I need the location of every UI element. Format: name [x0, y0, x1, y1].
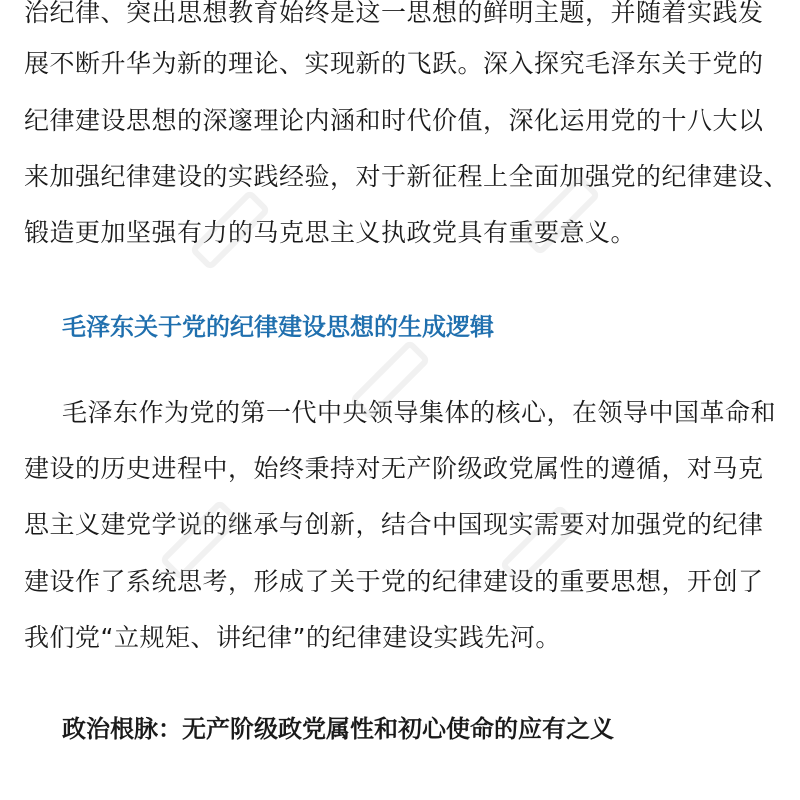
sub-heading: 政治根脉：无产阶级政党属性和初心使命的应有之义: [62, 715, 614, 743]
intro-line-2: 展不断升华为新的理论、实现新的飞跃。深入探究毛泽东关于党的: [24, 49, 764, 78]
body-line-4: 建设作了系统思考，形成了关于党的纪律建设的重要思想，开创了: [24, 567, 764, 596]
intro-line-5: 锻造更加坚强有力的马克思主义执政党具有重要意义。: [24, 218, 637, 247]
body-line-2: 建设的历史进程中，始终秉持对无产阶级政党属性的遵循，对马克: [24, 454, 764, 483]
intro-line-1: 治纪律、突出思想教育始终是这一思想的鲜明主题，并随着实践发: [24, 0, 764, 27]
body-line-1: 毛泽东作为党的第一代中央领导集体的核心，在领导中国革命和: [62, 398, 777, 427]
intro-line-3: 纪律建设思想的深邃理论内涵和时代价值，深化运用党的十八大以: [24, 106, 764, 135]
body-line-3: 思主义建党学说的继承与创新，结合中国现实需要对加强党的纪律: [24, 510, 764, 539]
intro-line-4: 来加强纪律建设的实践经验，对于新征程上全面加强党的纪律建设、: [24, 162, 790, 191]
section-heading: 毛泽东关于党的纪律建设思想的生成逻辑: [62, 313, 494, 341]
body-line-5: 我们党“立规矩、讲纪律”的纪律建设实践先河。: [24, 623, 561, 652]
